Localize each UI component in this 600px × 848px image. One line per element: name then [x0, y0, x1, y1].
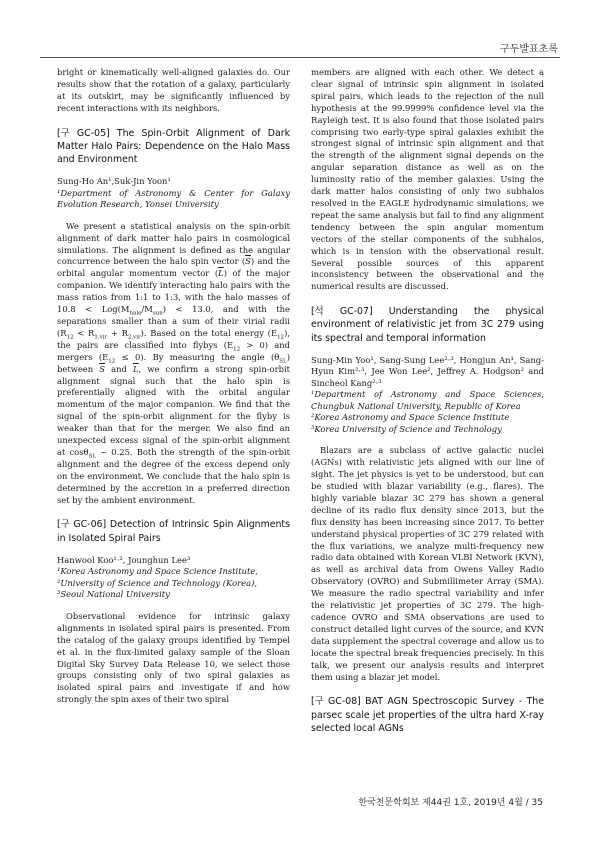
gc05-abstract: We present a statistical analysis on the spin-orbit alignment of dark matter halo pairs in cosmological simulations. The alignment is defined as the angular concurrence between the halo spin vector $(\overline{S})$ and the orbital angular momentum vector $(\overline{L})$ of the major companion. We identify interacting halo pairs with the mass ratios from 1:1 to 1:3, with the halo masses of $10.8 < Log(M_{halo}/M_{sun}) < 13.0$, and with the separations smaller than a sum of their virial radii $(R_{12} < R_{1,vir} + R_{2,vir})$. Based on the total energy $(E_{12})$, the pairs are classified into flybys $(E_{12} > 0)$ and mergers $(E_{12} \le 0)$. By measuring the angle $(\theta_{SL})$ between $\overline{S}$ and $\overline{L}$, we confirm a strong spin-orbit alignment signal such that the halo spin is preferentially aligned with the orbital angular momentum of the major companion. We find that the signal of the spin-orbit alignment for the flyby is weaker than that for the merger. We also find an unexpected excess signal of the spin-orbit alignment at cosθ$_{SL}$ ~ 0.25. Both the strength of the spin-orbit alignment and the degree of the excess depend only on the environment. We conclude that the halo spin is determined by the accretion in a preferred direction set by the ambient environment.: [57, 220, 291, 505]
page-footer: 한국천문학회보 제44권 1호, 2019년 4월 / 35: [358, 798, 543, 808]
gc08-title: [구 GC-08] BAT AGN Spectroscopic Survey - The parsec scale jet properties of the ultra hard X-ray selected local AGNs: [311, 696, 544, 734]
gc05-authors: Sung-Ho An¹,Suk-Jin Yoon¹: [57, 176, 171, 187]
left-column: [57, 67, 290, 706]
running-header: 구두발표초록: [500, 44, 558, 55]
header-rule: [40, 57, 560, 58]
continued-paragraph: bright or kinematically well-aligned galaxies do. Our results show that the rotation of a galaxy, particularly at its outskirt, may be significantly influenced by recent interactions with its neighbors.: [57, 67, 290, 113]
gc05-title: [구 GC-05] The Spin-Orbit Alignment of Dark Matter Halo Pairs: Dependence on the Halo Mass and Environment: [57, 127, 290, 166]
gc06-affiliation-1: ¹Korea Astronomy and Space Science Institute,: [57, 566, 258, 577]
gc06-affiliation-2: ²University of Science and Technology (Korea),: [57, 577, 258, 588]
gc07-title: [석 GC-07] Understanding the physical environment of relativistic jet from 3C 279 using its spectral and temporal information: [311, 306, 544, 344]
gc06-authors: Hanwool Koo¹·², Jounghun Lee³: [57, 554, 191, 565]
gc07-authors: Sung-Min Yoo¹, Sang-Sung Lee²·³, Hongjun An¹, Sang-Hyun Kim²·³, Jee Won Lee², Jeffrey A. Hodgson² and Sincheol Kang²·³: [311, 354, 544, 388]
gc07-abstract: Blazars are a subclass of active galactic nuclei (AGNs) with relativistic jets aligned with our line of sight. The jet physics is yet to be understood, but can be studied with blazar variability (e.g., flares). The highly variable blazar 3C 279 has shown a general decline of its radio flux density since 2013, but the flux density has been increasing since 2017. To better understand physical properties of 3C 279 related with the flux variations, we analyze multi-frequency new radio data obtained with Korean VLBI Network (KVN), as well as archival data from Owens Valley Radio Observatory (OVRO) and Submillimeter Array (SMA). We measure the radio spectral variability and infer the relativistic jet properties of 3C 279. The high-cadence OVRO and SMA observations are used to construct detailed light curves of the source, and KVN data supplement the spectral coverage and allow us to locate the spectral break frequencies precisely. In this talk, we present our analysis results and interpret them using a blazar jet model.: [311, 445, 544, 682]
gc06-abstract: Observational evidence for intrinsic galaxy alignments in isolated spiral pairs is presented. From the catalog of the galaxy groups identified by Tempel et al. in the flux-limited galaxy sample of the Sloan Digital Sky Survey Data Release 10, we select those groups consisting only of two spiral galaxies as isolated spiral pairs and investigate if and how strongly the spin axes of their two spiral: [57, 610, 290, 705]
gc06-abstract-continued: members are aligned with each other. We detect a clear signal of intrinsic spin alignment in isolated spiral pairs, which leads to the rejection of the null hypothesis at the 99.9999% confidence level via the Rayleigh test. It is also found that those isolated pairs comprising two early-type spiral galaxies exhibit the strongest signal of intrinsic spin alignment and that the strength of the alignment signal depends on the angular separation distance as well as on the luminosity ratio of the member galaxies. Using the dark matter halos consisting of only two subhalos resolved in the EAGLE hydrodynamic simulations, we repeat the same analysis but fail to find any alignment tendency between the spin angular momentum vectors of the stellar components of the subhalos, which is in tension with the observational result. Several possible sources of this apparent inconsistency between the observational and the numerical results are discussed.: [311, 67, 544, 292]
gc07-affiliation-1: ¹Department of Astronomy and Space Sciences, Chungbuk National University, Republic of Korea: [311, 389, 544, 411]
right-column: [311, 67, 544, 735]
gc05-affiliation: ¹Department of Astronomy & Center for Galaxy Evolution Research, Yonsei University: [57, 187, 290, 210]
gc07-affiliation-3: ³Korea University of Science and Technology: [311, 423, 502, 434]
gc06-affiliation-3: ³Seoul National University: [57, 589, 170, 600]
gc06-title: [구 GC-06] Detection of Intrinsic Spin Alignments in Isolated Spiral Pairs: [57, 519, 290, 544]
gc07-affiliation-2: ²Korea Astronomy and Space Science Institute: [311, 412, 510, 423]
